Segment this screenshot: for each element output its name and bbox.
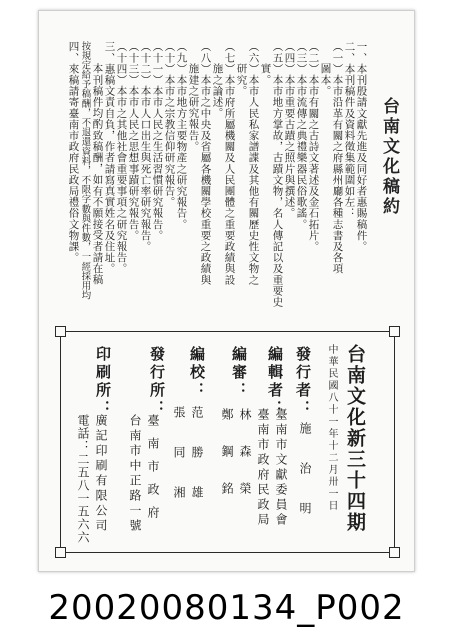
notice-line: 圖本。 <box>319 63 332 97</box>
distributor-name: 臺南市政府 <box>146 414 160 529</box>
notice-line: （五）本市地方掌故，古蹟文物，名人傳記以及重要史 <box>271 41 284 308</box>
frame-corner <box>55 547 66 558</box>
notice-line: （十四）本市之其他社會重要事項之研究報告。 <box>115 41 128 275</box>
frame-corner <box>389 547 400 558</box>
notice-line: （六）本市人民私家譜諜及其他有關歷史性文物之 <box>247 41 260 286</box>
notice-line: 三、惠稿文責自負，作者請寫真實姓名及住址。 <box>103 41 116 275</box>
publisher-label: 發行者： <box>294 346 312 418</box>
distributor-address: 台南市中正路一號 <box>128 414 142 534</box>
publisher-name: 施治明 <box>298 422 312 542</box>
printer-label: 印刷所： <box>94 346 112 418</box>
notice-line: （八）本市之中央及省屬各機關學校重要之政績與 <box>199 41 212 286</box>
frame-corner <box>389 326 400 337</box>
notice-line: （一）本市沿革有關之府縣州廳各種志書及各項 <box>331 41 344 275</box>
reviewer-name: 鄭鋼銘 <box>220 408 234 519</box>
proofreader-label: 編校： <box>188 346 206 400</box>
notice-line: 實。 <box>259 63 272 86</box>
distributor-label: 發行所： <box>148 346 166 418</box>
colophon-box <box>60 331 395 553</box>
document-page <box>38 10 415 572</box>
issue-title: 台南文化新三十四期 <box>344 344 366 533</box>
proofreader-name: 范勝雄 <box>190 406 204 526</box>
notice-title: 台南文化稿約 <box>379 97 399 217</box>
reviewer-label: 編審： <box>230 346 248 400</box>
notice-line: （七）本市府所屬機關及人民團體之重要政績與設 <box>223 41 236 286</box>
editor-name: 臺南市政府民政局 <box>256 408 270 528</box>
notice-line: （四）本市重要古蹟之照片與撰述。 <box>283 41 296 219</box>
notice-line: （十二）本市人口出生與死亡率研究報告。 <box>139 41 152 252</box>
notice-line: （二）本市有關之古詩文著述及金石拓片。 <box>307 41 320 252</box>
notice-line: （十）本市之宗教信仰研究報告。 <box>163 41 176 208</box>
notice-line: 四、來稿請寄臺南市政府民政局禮俗文物課。 <box>67 41 80 263</box>
notice-line: （九）本市地方主要物產之研究報告。 <box>175 41 188 230</box>
notice-line: （三）本市流傳之典禮樂器民俗歌謠。 <box>295 41 308 230</box>
notice-line: 二、本刊稿件及資料徵集範圍如左： <box>343 41 356 219</box>
notice-line: 施之論述。 <box>211 63 224 119</box>
frame-corner <box>55 326 66 337</box>
proofreader-name: 張同湘 <box>172 406 186 526</box>
notice-line: 一、本刊殷請文獻先進及同好者惠賜稿件。 <box>355 41 368 252</box>
editor-name: 臺南市文獻委員會 <box>274 408 288 528</box>
editor-label: 編輯者： <box>266 346 284 418</box>
publication-date: 中華民國八十一年十二月卅一日 <box>326 344 337 512</box>
notice-line: 按規定給予稿酬，不退還資料，不限字數與件數，一經採用均 <box>79 41 91 300</box>
notice-line: （十三）本市人民之思想事蹟研究報告。 <box>127 41 140 241</box>
notice-line: 本刊稿件均酌致稿酬，如有不願接受者請在稿 <box>91 63 104 285</box>
reviewer-name: 林森榮 <box>238 408 252 519</box>
printer-name: 廣記印刷有限公司 <box>94 414 108 534</box>
scan-caption: 20020080134_P002 <box>48 588 405 628</box>
notice-line: 研究。 <box>235 63 248 97</box>
printer-phone: 電話：二五八一五六六 <box>76 414 90 544</box>
notice-line: 施建之研究報告。 <box>187 63 200 152</box>
notice-line: （十一）本市人民之生活習慣研究報告。 <box>151 41 164 241</box>
